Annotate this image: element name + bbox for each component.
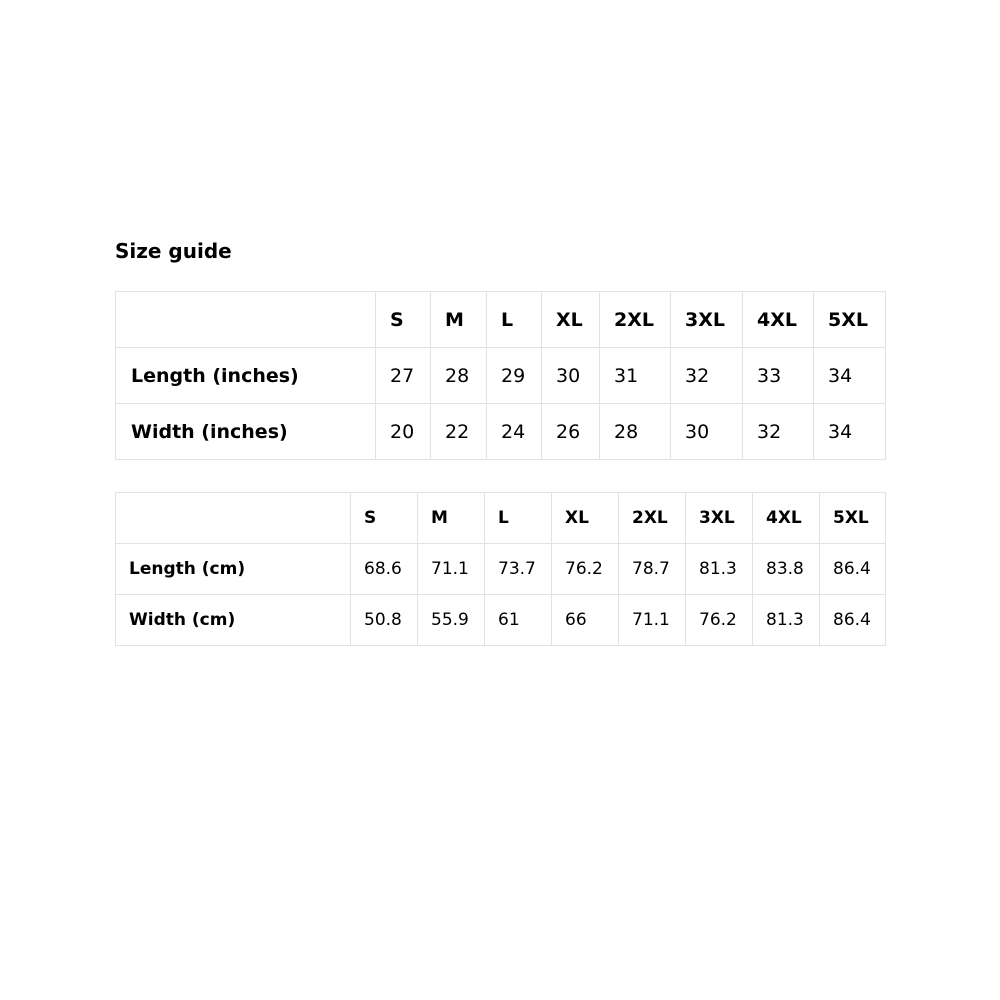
table-header-row [116, 292, 886, 348]
table-cell: 76.2 [686, 595, 753, 646]
table-cell: 68.6 [351, 544, 418, 595]
table-cell: 26 [542, 404, 600, 460]
table-cell: 55.9 [418, 595, 485, 646]
table-cell: 61 [485, 595, 552, 646]
header-cell-3xl: 3XL [686, 493, 753, 544]
header-cell-l: L [487, 292, 542, 348]
header-cell-m: M [418, 493, 485, 544]
table-cell: 78.7 [619, 544, 686, 595]
page-title: Size guide [115, 239, 232, 263]
header-cell-s: S [351, 493, 418, 544]
size-table-cm [115, 492, 886, 646]
row-label-width-cm: Width (cm) [116, 595, 351, 646]
table-cell: 86.4 [820, 544, 886, 595]
table-cell: 29 [487, 348, 542, 404]
table-cell: 73.7 [485, 544, 552, 595]
header-cell-m: M [431, 292, 487, 348]
table-cell: 76.2 [552, 544, 619, 595]
table-row [116, 404, 886, 460]
table-cell: 81.3 [686, 544, 753, 595]
table-cell: 50.8 [351, 595, 418, 646]
table-row [116, 348, 886, 404]
table-cell: 81.3 [753, 595, 820, 646]
table-cell: 66 [552, 595, 619, 646]
table-cell: 30 [671, 404, 743, 460]
header-cell-4xl: 4XL [743, 292, 814, 348]
table-cell: 86.4 [820, 595, 886, 646]
header-cell-3xl: 3XL [671, 292, 743, 348]
row-label-length-cm: Length (cm) [116, 544, 351, 595]
header-cell-empty [116, 292, 376, 348]
table-cell: 33 [743, 348, 814, 404]
table-cell: 30 [542, 348, 600, 404]
table-cell: 83.8 [753, 544, 820, 595]
table-cell: 28 [431, 348, 487, 404]
table-cell: 28 [600, 404, 671, 460]
header-cell-4xl: 4XL [753, 493, 820, 544]
table-cell: 34 [814, 404, 886, 460]
header-cell-l: L [485, 493, 552, 544]
header-cell-5xl: 5XL [820, 493, 886, 544]
table-cell: 71.1 [418, 544, 485, 595]
header-cell-empty [116, 493, 351, 544]
header-cell-xl: XL [542, 292, 600, 348]
table-cell: 22 [431, 404, 487, 460]
row-label-width-inches: Width (inches) [116, 404, 376, 460]
table-cell: 31 [600, 348, 671, 404]
header-cell-2xl: 2XL [600, 292, 671, 348]
table-cell: 32 [743, 404, 814, 460]
table-row [116, 595, 886, 646]
header-cell-s: S [376, 292, 431, 348]
table-cell: 27 [376, 348, 431, 404]
table-cell: 20 [376, 404, 431, 460]
table-header-row [116, 493, 886, 544]
table-cell: 71.1 [619, 595, 686, 646]
table-cell: 32 [671, 348, 743, 404]
header-cell-5xl: 5XL [814, 292, 886, 348]
size-table-inches [115, 291, 886, 460]
table-row [116, 544, 886, 595]
table-cell: 24 [487, 404, 542, 460]
header-cell-xl: XL [552, 493, 619, 544]
header-cell-2xl: 2XL [619, 493, 686, 544]
table-cell: 34 [814, 348, 886, 404]
row-label-length-inches: Length (inches) [116, 348, 376, 404]
